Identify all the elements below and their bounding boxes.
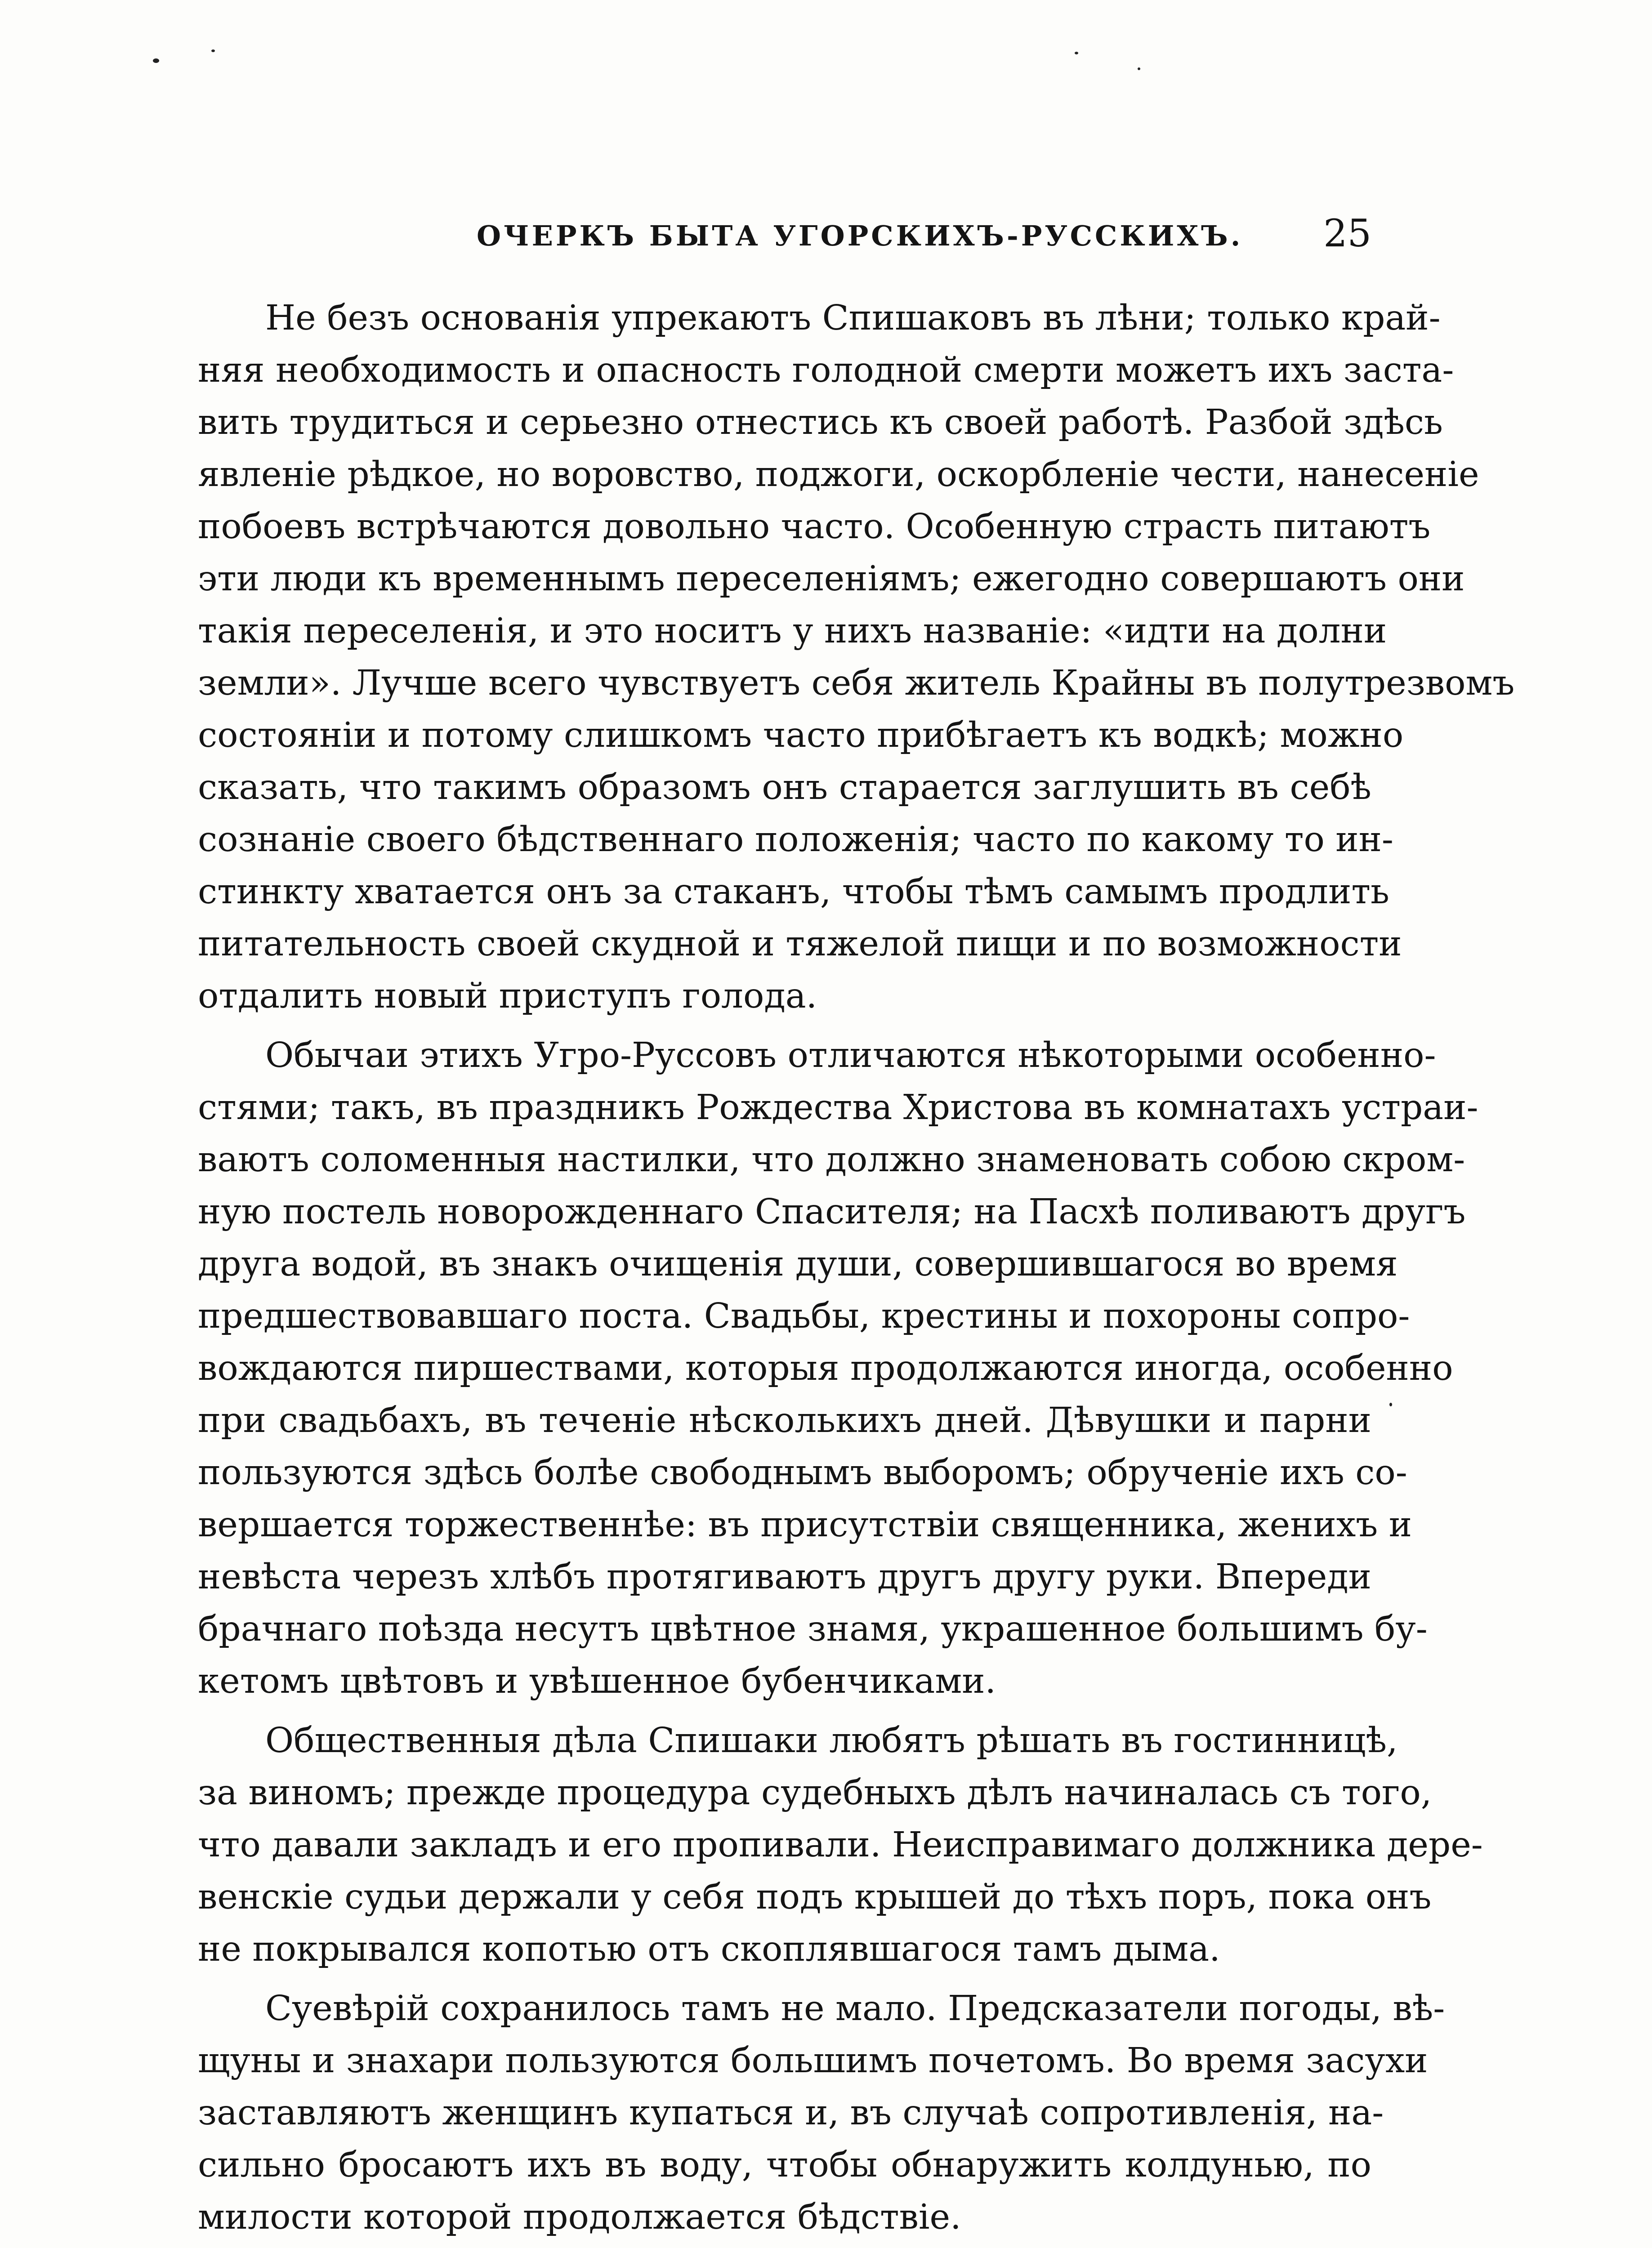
scan-speck xyxy=(211,49,215,52)
text-line: невѣста черезъ хлѣбъ протягиваютъ другъ другу руки. Впереди xyxy=(198,1557,1371,1597)
text-line: за виномъ; прежде процедура судебныхъ дѣлъ начиналась съ того, xyxy=(198,1773,1432,1813)
scan-speck xyxy=(153,58,159,63)
text-line: ваютъ соломенныя настилки, что должно знаменовать собою скром- xyxy=(198,1140,1465,1180)
scan-speck xyxy=(1075,52,1078,54)
text-line: стинкту хватается онъ за стаканъ, чтобы тѣмъ самымъ продлить xyxy=(198,872,1389,912)
text-line: сильно бросаютъ ихъ въ воду, чтобы обнаружить колдунью, по xyxy=(198,2145,1371,2185)
page-number: 25 xyxy=(1323,211,1371,255)
text-line: не покрывался копотью отъ скоплявшагося тамъ дыма. xyxy=(198,1929,1220,1969)
running-title: ОЧЕРКЪ БЫТА УГОРСКИХЪ-РУССКИХЪ. xyxy=(477,219,1243,252)
text-line: при свадьбахъ, въ теченіе нѣсколькихъ дней. Дѣвушки и парни xyxy=(198,1401,1371,1441)
text-line: брачнаго поѣзда несутъ цвѣтное знамя, украшенное большимъ бу- xyxy=(198,1609,1428,1649)
text-line: Суевѣрій сохранилось тамъ не мало. Предсказатели погоды, вѣ- xyxy=(265,1989,1445,2029)
text-line: заставляютъ женщинъ купаться и, въ случаѣ сопротивленія, на- xyxy=(198,2093,1384,2133)
body-text xyxy=(198,292,1515,2248)
text-line: Не безъ основанія упрекаютъ Спишаковъ въ лѣни; только край- xyxy=(265,298,1441,338)
text-line: явленіе рѣдкое, но воровство, поджоги, оскорбленіе чести, нанесеніе xyxy=(198,455,1479,495)
text-line: Обычаи этихъ Угро-Руссовъ отличаются нѣкоторыми особенно- xyxy=(265,1035,1436,1075)
text-line: вершается торжественнѣе: въ присутствіи священника, женихъ и xyxy=(198,1505,1412,1545)
text-line: такія переселенія, и это носитъ у нихъ названіе: «идти на долни xyxy=(198,611,1387,651)
text-line: побоевъ встрѣчаются довольно часто. Особенную страсть питаютъ xyxy=(198,507,1431,547)
text-line: эти люди къ временнымъ переселеніямъ; ежегодно совершаютъ они xyxy=(198,559,1465,599)
text-line: кетомъ цвѣтовъ и увѣшенное бубенчиками. xyxy=(198,1661,996,1701)
text-line: состояніи и потому слишкомъ часто прибѣгаетъ къ водкѣ; можно xyxy=(198,715,1404,755)
text-line: сознаніе своего бѣдственнаго положенія; часто по какому то ин- xyxy=(198,820,1393,860)
text-line: отдалить новый приступъ голода. xyxy=(198,976,817,1016)
scan-speck xyxy=(1138,67,1140,70)
text-line: милости которой продолжается бѣдствіе. xyxy=(198,2197,961,2237)
text-line: что давали закладъ и его пропивали. Неисправимаго должника дере- xyxy=(198,1825,1483,1865)
scan-speck xyxy=(1389,1403,1392,1406)
text-line: стями; такъ, въ праздникъ Рождества Христова въ комнатахъ устраи- xyxy=(198,1088,1478,1128)
text-line: предшествовавшаго поста. Свадьбы, крестины и похороны сопро- xyxy=(198,1296,1410,1336)
text-line: вить трудиться и серьезно отнестись къ своей работѣ. Разбой здѣсь xyxy=(198,402,1443,442)
text-line: Общественныя дѣла Спишаки любятъ рѣшать въ гостинницѣ, xyxy=(265,1721,1398,1761)
page-header xyxy=(198,211,1371,261)
text-line: вождаются пиршествами, которыя продолжаются иногда, особенно xyxy=(198,1348,1453,1388)
text-line: няя необходимость и опасность голодной смерти можетъ ихъ заста- xyxy=(198,350,1454,390)
text-line: питательность своей скудной и тяжелой пищи и по возможности xyxy=(198,924,1402,964)
text-line: друга водой, въ знакъ очищенія души, совершившагося во время xyxy=(198,1244,1398,1284)
text-line: сказать, что такимъ образомъ онъ старается заглушить въ себѣ xyxy=(198,767,1371,807)
text-line: пользуются здѣсь болѣе свободнымъ выборомъ; обрученіе ихъ со- xyxy=(198,1453,1407,1493)
text-line: щуны и знахари пользуются большимъ почетомъ. Во время засухи xyxy=(198,2041,1428,2081)
text-line: венскіе судьи держали у себя подъ крышей до тѣхъ поръ, пока онъ xyxy=(198,1877,1432,1917)
text-line: ную постель новорожденнаго Спасителя; на Пасхѣ поливаютъ другъ xyxy=(198,1192,1466,1232)
text-line: земли». Лучше всего чувствуетъ себя житель Крайны въ полутрезвомъ xyxy=(198,663,1515,703)
